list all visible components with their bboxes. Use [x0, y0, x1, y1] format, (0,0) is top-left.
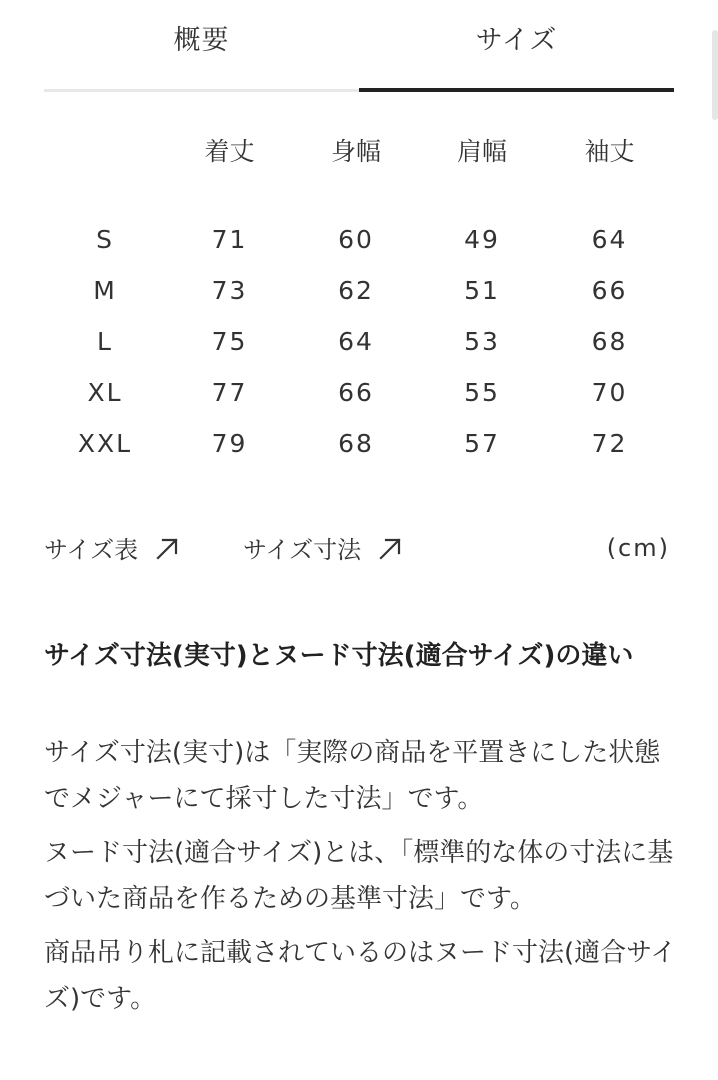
info-heading: サイズ寸法(実寸)とヌード寸法(適合サイズ)の違い: [44, 641, 634, 671]
tab-overview-label: 概要: [173, 25, 230, 56]
size-label: XL: [87, 378, 123, 407]
table-cell: 77: [211, 378, 248, 407]
size-links: [44, 530, 674, 570]
tab-bar: [44, 0, 674, 92]
table-cell: 53: [464, 327, 500, 356]
table-cell: 64: [338, 327, 374, 356]
scrollbar[interactable]: [712, 30, 718, 120]
table-header-shoulder: 肩幅: [456, 137, 507, 166]
table-header-sleeve: 袖丈: [584, 137, 635, 166]
table-header-length: 着丈: [204, 137, 255, 166]
table-cell: 73: [211, 276, 248, 305]
tab-size[interactable]: [359, 0, 674, 92]
table-row: [44, 418, 674, 469]
size-dimensions-link[interactable]: [243, 530, 403, 565]
table-cell: 79: [211, 429, 248, 458]
table-row: [44, 265, 674, 316]
table-cell: 75: [211, 327, 248, 356]
table-cell: 57: [464, 429, 500, 458]
tab-size-label: サイズ: [475, 25, 558, 56]
table-cell: 64: [591, 225, 628, 254]
size-label: S: [96, 225, 114, 254]
info-paragraph: 商品吊り札に記載されているのはヌード寸法(適合サイズ)です。: [44, 938, 677, 1014]
table-cell: 51: [464, 276, 500, 305]
tab-size-underline-active: [359, 88, 674, 92]
size-label: M: [93, 276, 117, 305]
table-cell: 70: [591, 378, 628, 407]
table-cell: 66: [338, 378, 374, 407]
size-label: XXL: [77, 429, 133, 458]
table-header-size: [44, 132, 166, 190]
table-cell: 68: [591, 327, 628, 356]
arrow-up-right-icon: [154, 535, 180, 561]
arrow-up-right-icon: [377, 535, 403, 561]
info-paragraph: ヌード寸法(適合サイズ)とは、「標準的な体の寸法に基づいた商品を作るための基準寸法」です。: [44, 838, 674, 914]
table-cell: 55: [464, 378, 500, 407]
size-dimensions-link-label: サイズ寸法: [243, 536, 362, 564]
size-chart-link[interactable]: [44, 530, 180, 565]
table-header-row: [44, 132, 674, 190]
size-label: L: [97, 327, 113, 356]
table-row: [44, 190, 674, 265]
size-table: [44, 132, 674, 469]
table-cell: 49: [464, 225, 500, 254]
table-cell: 66: [591, 276, 628, 305]
info-body: [44, 730, 684, 1030]
unit-label: (cm): [606, 534, 670, 562]
info-paragraph: サイズ寸法(実寸)は「実際の商品を平置きにした状態でメジャーにて採寸した寸法」です。: [44, 738, 661, 814]
table-cell: 72: [591, 429, 628, 458]
table-cell: 60: [338, 225, 374, 254]
table-cell: 62: [338, 276, 374, 305]
table-row: [44, 367, 674, 418]
tab-overview[interactable]: [44, 0, 359, 92]
size-chart-link-label: サイズ表: [44, 536, 139, 564]
table-cell: 68: [338, 429, 374, 458]
table-cell: 71: [211, 225, 248, 254]
table-row: [44, 316, 674, 367]
tab-overview-underline: [44, 89, 359, 92]
table-header-width: 身幅: [330, 137, 381, 166]
